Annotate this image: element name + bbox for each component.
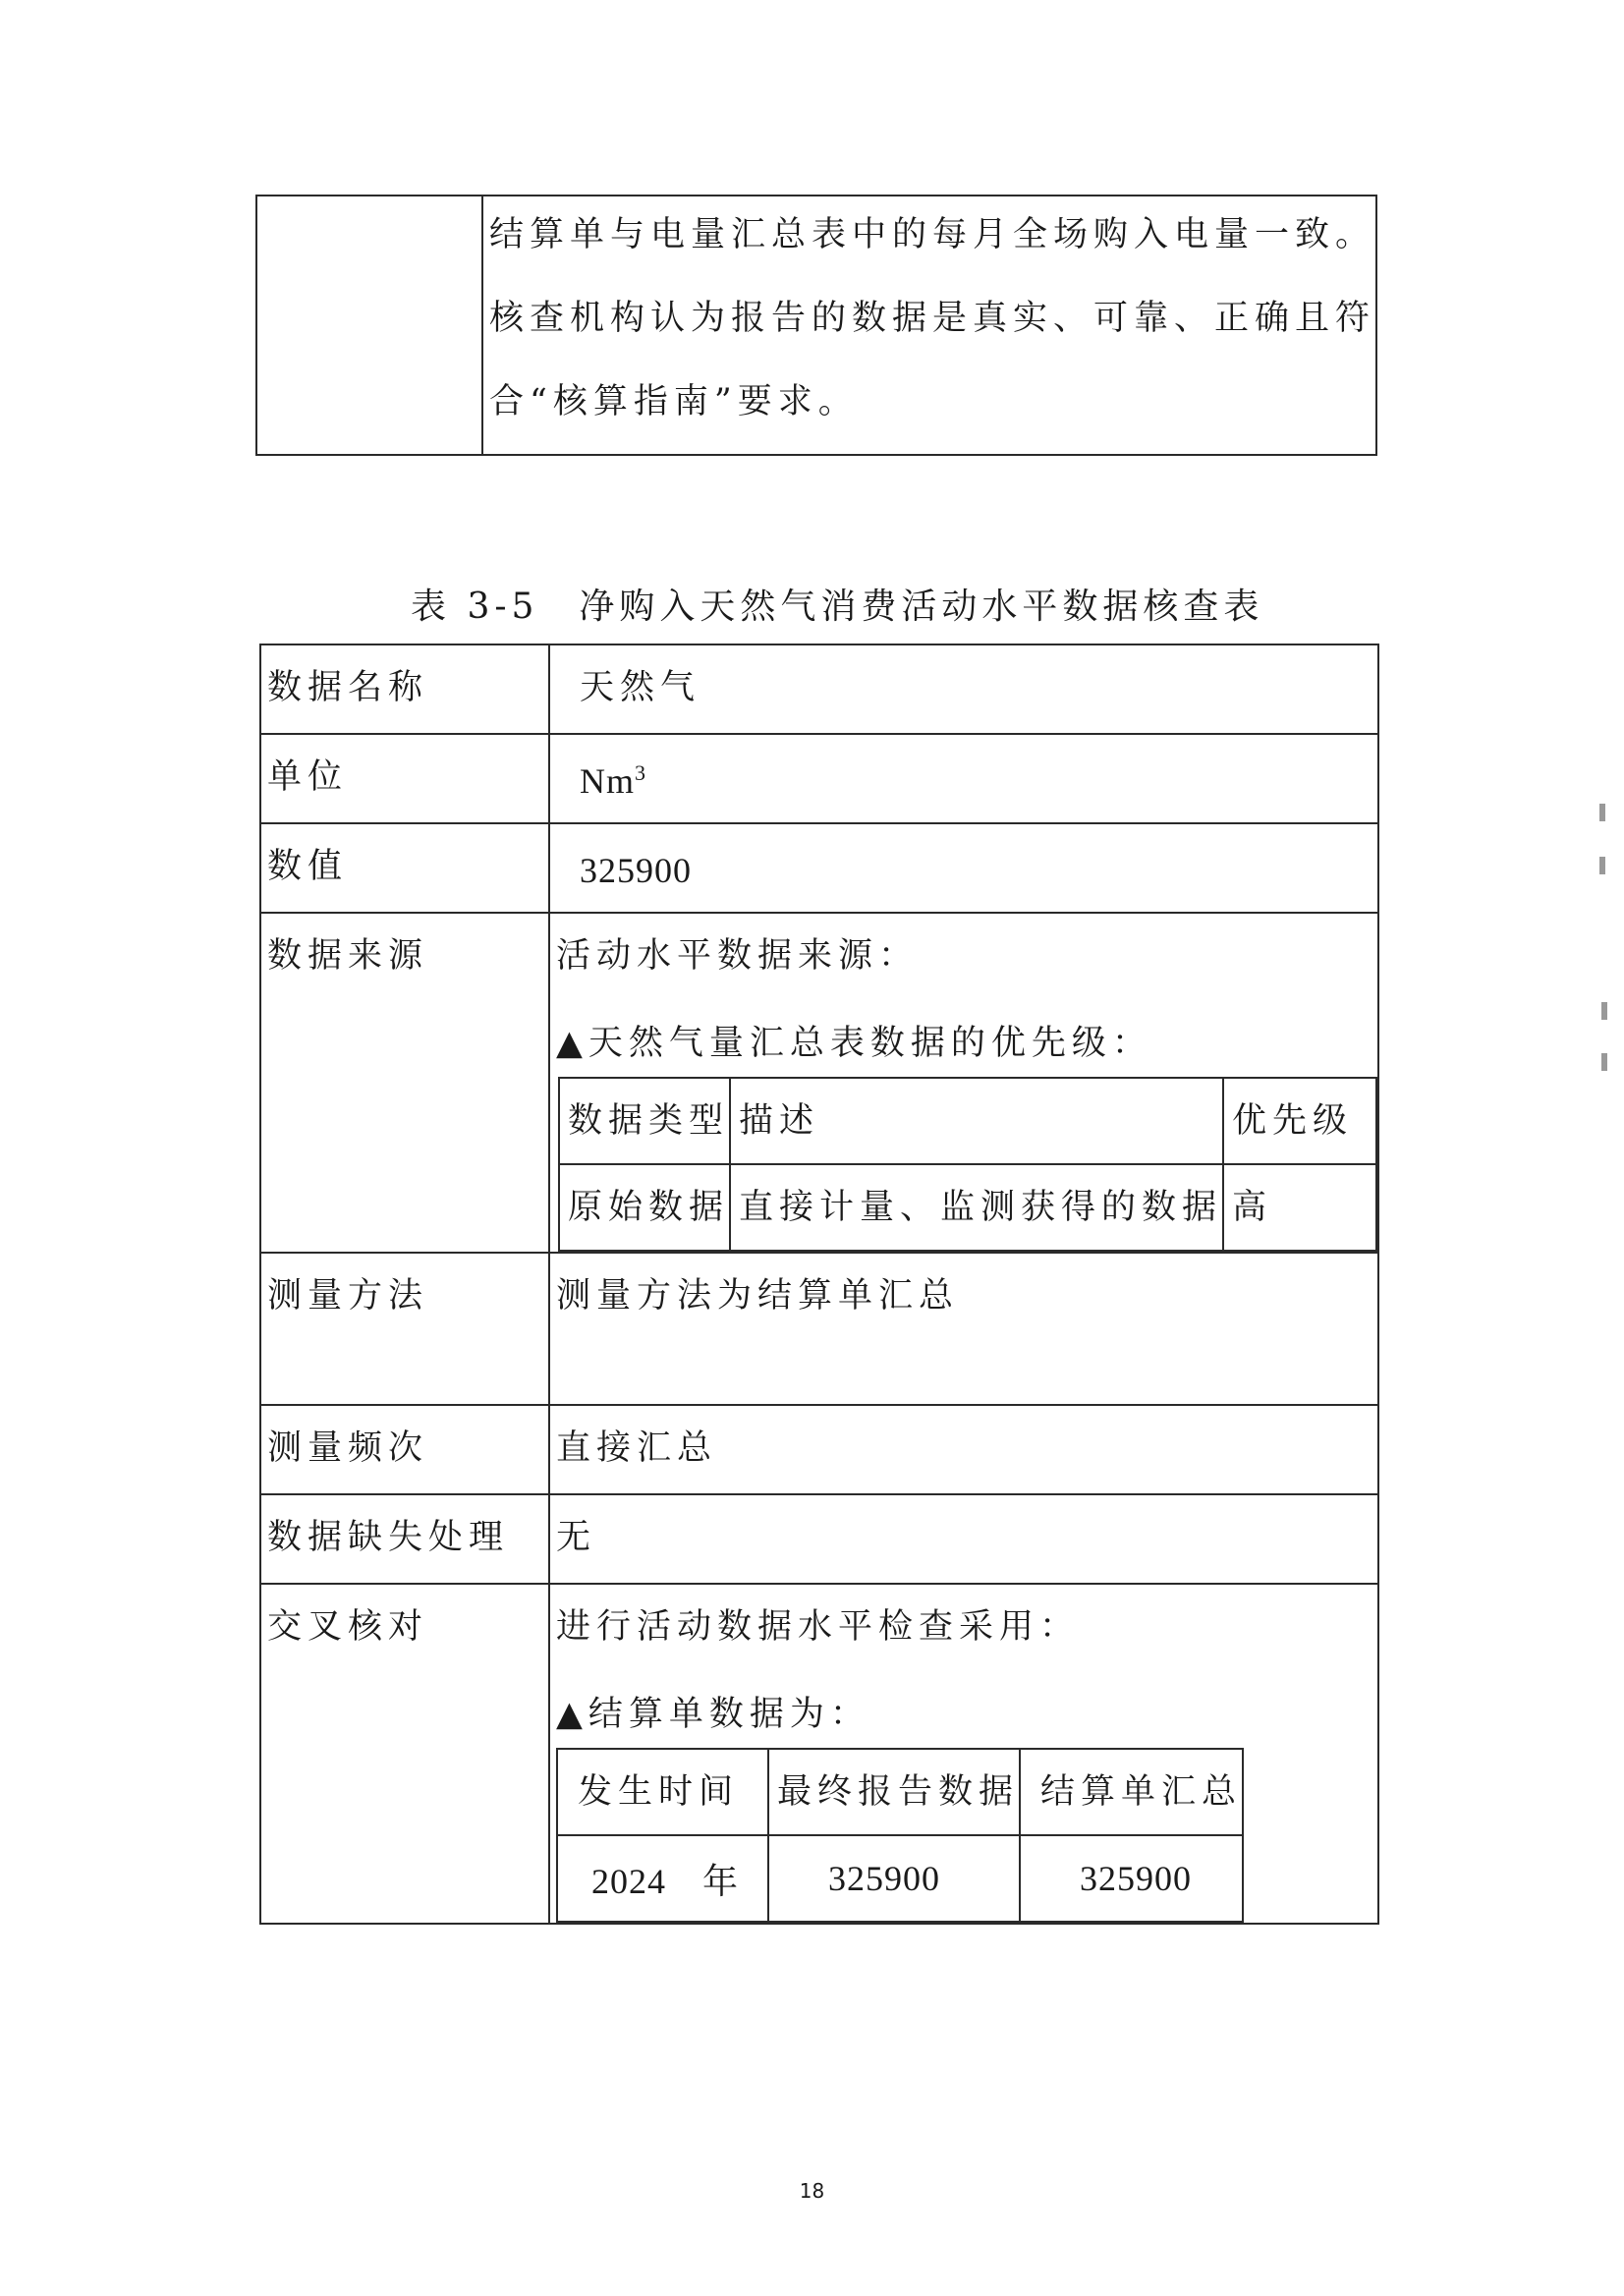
- method-value: 测量方法为结算单汇总: [549, 1253, 1378, 1405]
- unit-superscript: 3: [635, 760, 646, 785]
- settle-cell-final: 325900: [768, 1835, 1020, 1922]
- settle-cell-summary: 325900: [1020, 1835, 1243, 1922]
- priority-header-type: 数据类型: [559, 1078, 730, 1164]
- source-cell: [549, 913, 1378, 1253]
- source-label: 数据来源: [260, 913, 549, 1253]
- settle-header-summary: 结算单汇总: [1020, 1749, 1243, 1835]
- scan-edge-mark: [1601, 1002, 1607, 1020]
- settle-header-final: 最终报告数据: [768, 1749, 1020, 1835]
- conclusion-line-1: 结算单与电量汇总表中的每月全场购入电量一致。: [488, 215, 1375, 254]
- scan-edge-mark: [1601, 1053, 1607, 1071]
- blank-cell: [256, 196, 482, 455]
- settle-header-time: 发生时间: [557, 1749, 768, 1835]
- scan-edge-mark: [1599, 804, 1605, 821]
- priority-cell-type: 原始数据: [559, 1164, 730, 1251]
- page-number: 18: [799, 2179, 825, 2203]
- gas-verification-table: [259, 644, 1379, 1925]
- priority-header-level: 优先级: [1223, 1078, 1376, 1164]
- conclusion-line-2: 核查机构认为报告的数据是真实、可靠、正确且符: [488, 299, 1375, 338]
- missing-label: 数据缺失处理: [260, 1494, 549, 1584]
- name-value: 天然气: [549, 644, 1378, 734]
- unit-value: Nm: [580, 761, 635, 801]
- freq-value: 直接汇总: [549, 1405, 1378, 1494]
- source-line-2: ▲天然气量汇总表数据的优先级：: [556, 1024, 1152, 1063]
- priority-cell-level: 高: [1223, 1164, 1376, 1251]
- cross-line-2: ▲结算单数据为：: [556, 1695, 870, 1734]
- method-label: 测量方法: [260, 1253, 549, 1405]
- freq-label: 测量频次: [260, 1405, 549, 1494]
- cross-line-1: 进行活动数据水平检查采用：: [556, 1607, 1081, 1647]
- priority-table: [558, 1077, 1377, 1252]
- value-value: 325900: [549, 823, 1378, 913]
- cross-cell: [549, 1584, 1378, 1924]
- continued-table: [255, 195, 1377, 456]
- value-label: 数值: [260, 823, 549, 913]
- name-label: 数据名称: [260, 644, 549, 734]
- priority-header-desc: 描述: [730, 1078, 1223, 1164]
- missing-value: 无: [549, 1494, 1378, 1584]
- source-line-1: 活动水平数据来源：: [556, 936, 920, 976]
- conclusion-cell: [482, 196, 1376, 455]
- table-caption: 表 3-5 净购入天然气消费活动水平数据核查表: [411, 587, 1264, 627]
- unit-label: 单位: [260, 734, 549, 823]
- scan-edge-mark: [1599, 857, 1605, 874]
- settlement-table: [556, 1748, 1244, 1923]
- settle-cell-time: 2024 年: [557, 1835, 768, 1922]
- cross-label: 交叉核对: [260, 1584, 549, 1924]
- conclusion-line-3: 合“核算指南”要求。: [488, 382, 859, 421]
- unit-cell: [549, 734, 1378, 823]
- priority-cell-desc: 直接计量、监测获得的数据: [730, 1164, 1223, 1251]
